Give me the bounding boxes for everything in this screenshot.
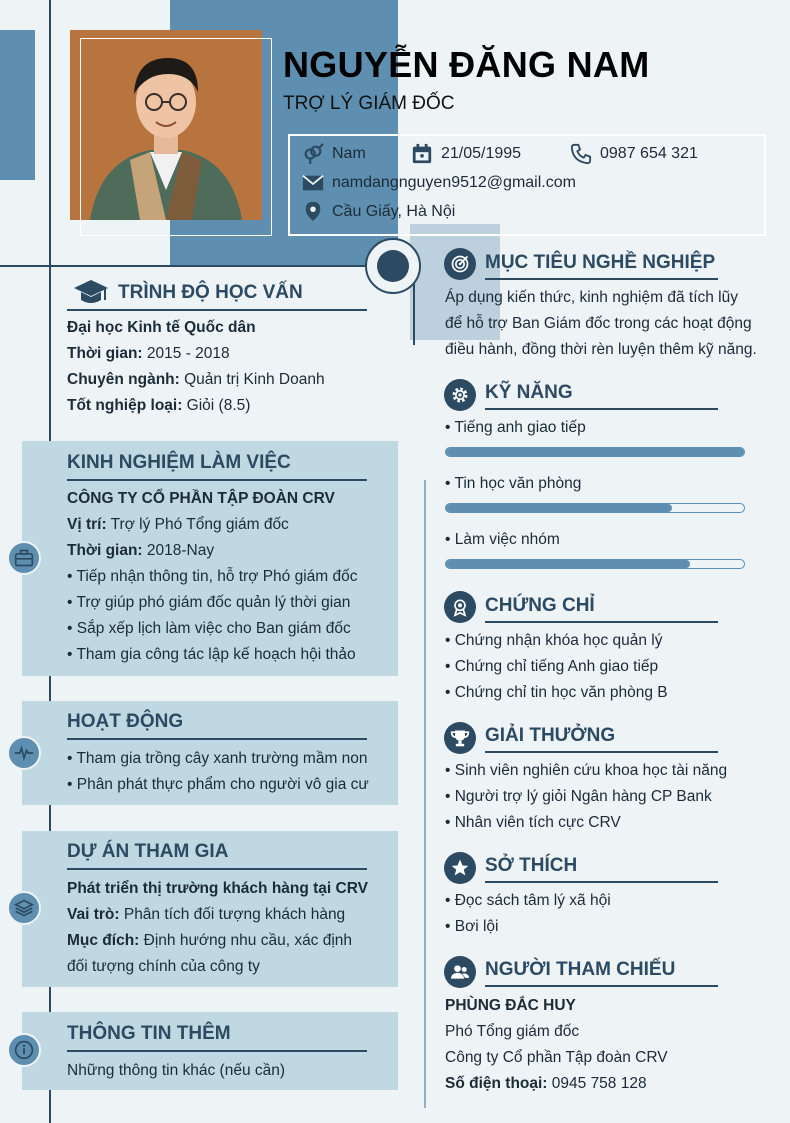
reference-position: Phó Tổng giám đốc <box>445 1023 580 1040</box>
skill-label: • Tin học văn phòng <box>445 475 582 492</box>
address-row <box>302 201 455 223</box>
gear-icon <box>444 379 476 411</box>
birthday-value: 21/05/1995 <box>441 145 522 162</box>
experience-bullet: • Tiếp nhận thông tin, hỗ trợ Phó giám đốc <box>67 568 358 585</box>
phone-row <box>570 143 698 165</box>
calendar-icon <box>411 143 433 165</box>
experience-bullet: • Sắp xếp lịch làm việc cho Ban giám đốc <box>67 620 351 637</box>
education-school: Đại học Kinh tế Quốc dân <box>67 319 256 336</box>
reference-company: Công ty Cổ phần Tập đoàn CRV <box>445 1049 668 1066</box>
skill-bar <box>445 503 745 513</box>
experience-title: KINH NGHIỆM LÀM VIỆC <box>67 452 291 473</box>
activity-bullet: • Phân phát thực phẩm cho người vô gia cư <box>67 776 369 793</box>
objective-rule <box>485 278 718 280</box>
activity-bullet: • Tham gia trồng cây xanh trường mầm non <box>67 750 368 767</box>
more-info-title: THÔNG TIN THÊM <box>67 1023 231 1044</box>
objective-line: Áp dụng kiến thức, kinh nghiệm đã tích lũy <box>445 289 738 306</box>
education-grade: Tốt nghiệp loại: Giỏi (8.5) <box>67 397 251 414</box>
certificates-title: CHỨNG CHỈ <box>485 595 595 616</box>
job-title: TRỢ LÝ GIÁM ĐỐC <box>283 93 455 114</box>
objective-line: điều hành, đồng thời rèn luyện thêm kỹ năng. <box>445 341 757 358</box>
skill-bar-fill <box>446 504 672 512</box>
reference-title: NGƯỜI THAM CHIẾU <box>485 959 676 980</box>
layers-icon <box>7 891 41 925</box>
projects-title: DỰ ÁN THAM GIA <box>67 841 229 862</box>
skill-bar <box>445 559 745 569</box>
email-row <box>302 172 576 194</box>
project-goal-cont: đối tượng chính của công ty <box>67 958 260 975</box>
hobbies-rule <box>485 881 718 883</box>
candidate-name: NGUYỄN ĐĂNG NAM <box>283 44 650 85</box>
gender-row <box>302 143 366 165</box>
gender-icon <box>302 143 324 165</box>
experience-company: CÔNG TY CỔ PHẦN TẬP ĐOÀN CRV <box>67 490 335 507</box>
education-rule <box>67 309 367 311</box>
trophy-icon <box>444 722 476 754</box>
award-item: • Sinh viên nghiên cứu khoa học tài năng <box>445 762 728 779</box>
skill-label: • Làm việc nhóm <box>445 531 560 548</box>
award-item: • Nhân viên tích cực CRV <box>445 814 621 831</box>
skill-bar-fill <box>446 560 690 568</box>
reference-rule <box>485 985 718 987</box>
target-icon <box>444 248 476 280</box>
award-item: • Người trợ lý giỏi Ngân hàng CP Bank <box>445 788 712 805</box>
phone-value: 0987 654 321 <box>600 145 698 162</box>
project-goal: Mục đích: Định hướng nhu cầu, xác định <box>67 932 353 949</box>
phone-icon <box>570 143 592 165</box>
education-major: Chuyên ngành: Quản trị Kinh Doanh <box>67 371 325 388</box>
education-title: TRÌNH ĐỘ HỌC VẤN <box>118 282 303 303</box>
skills-title: KỸ NĂNG <box>485 382 573 403</box>
briefcase-icon <box>7 541 41 575</box>
column-divider <box>424 480 426 1108</box>
info-icon <box>7 1033 41 1067</box>
projects-rule <box>67 868 367 870</box>
experience-time: Thời gian: 2018-Nay <box>67 542 215 559</box>
experience-position: Vị trí: Trợ lý Phó Tổng giám đốc <box>67 516 289 533</box>
certificate-item: • Chứng chỉ tiếng Anh giao tiếp <box>445 658 659 675</box>
birthday-row <box>411 143 521 165</box>
certificate-item: • Chứng chỉ tin học văn phòng B <box>445 684 668 701</box>
awards-title: GIẢI THƯỞNG <box>485 725 616 746</box>
address-value: Cầu Giấy, Hà Nội <box>332 203 456 220</box>
skill-label: • Tiếng anh giao tiếp <box>445 419 586 436</box>
location-icon <box>302 201 324 223</box>
email-value: namdangnguyen9512@gmail.com <box>332 174 576 191</box>
awards-rule <box>485 751 718 753</box>
decor-block-left <box>0 30 35 180</box>
graduation-cap-icon <box>72 278 110 308</box>
education-time: Thời gian: 2015 - 2018 <box>67 345 230 362</box>
more-info-text: Những thông tin khác (nếu cần) <box>67 1062 286 1079</box>
hobbies-title: SỞ THÍCH <box>485 855 578 876</box>
medal-icon <box>444 591 476 623</box>
project-role: Vai trò: Phân tích đối tượng khách hàng <box>67 906 346 923</box>
certificate-item: • Chứng nhận khóa học quản lý <box>445 632 663 649</box>
skills-rule <box>485 408 718 410</box>
reference-phone: Số điện thoại: 0945 758 128 <box>445 1075 647 1092</box>
experience-rule <box>67 479 367 481</box>
objective-title: MỤC TIÊU NGHỀ NGHIỆP <box>485 252 716 273</box>
certificates-rule <box>485 621 718 623</box>
hobby-item: • Đọc sách tâm lý xã hội <box>445 892 611 909</box>
activities-title: HOẠT ĐỘNG <box>67 711 184 732</box>
users-icon <box>444 956 476 988</box>
avatar-frame <box>80 38 272 236</box>
objective-line: để hỗ trợ Ban Giám đốc trong các hoạt động <box>445 315 752 332</box>
experience-bullet: • Tham gia công tác lập kế hoạch hội thảo <box>67 646 356 663</box>
gender-value: Nam <box>332 145 366 162</box>
star-icon <box>444 852 476 884</box>
project-name: Phát triển thị trường khách hàng tại CRV <box>67 880 368 897</box>
skill-bar-fill <box>446 448 744 456</box>
pulse-icon <box>7 736 41 770</box>
activities-rule <box>67 738 367 740</box>
hobby-item: • Bơi lội <box>445 918 499 935</box>
decor-circle-inner <box>377 250 409 282</box>
experience-bullet: • Trợ giúp phó giám đốc quản lý thời gian <box>67 594 351 611</box>
skill-bar <box>445 447 745 457</box>
reference-name: PHÙNG ĐẮC HUY <box>445 997 576 1014</box>
email-icon <box>302 172 324 194</box>
divider-line <box>0 265 398 267</box>
more-info-rule <box>67 1050 367 1052</box>
